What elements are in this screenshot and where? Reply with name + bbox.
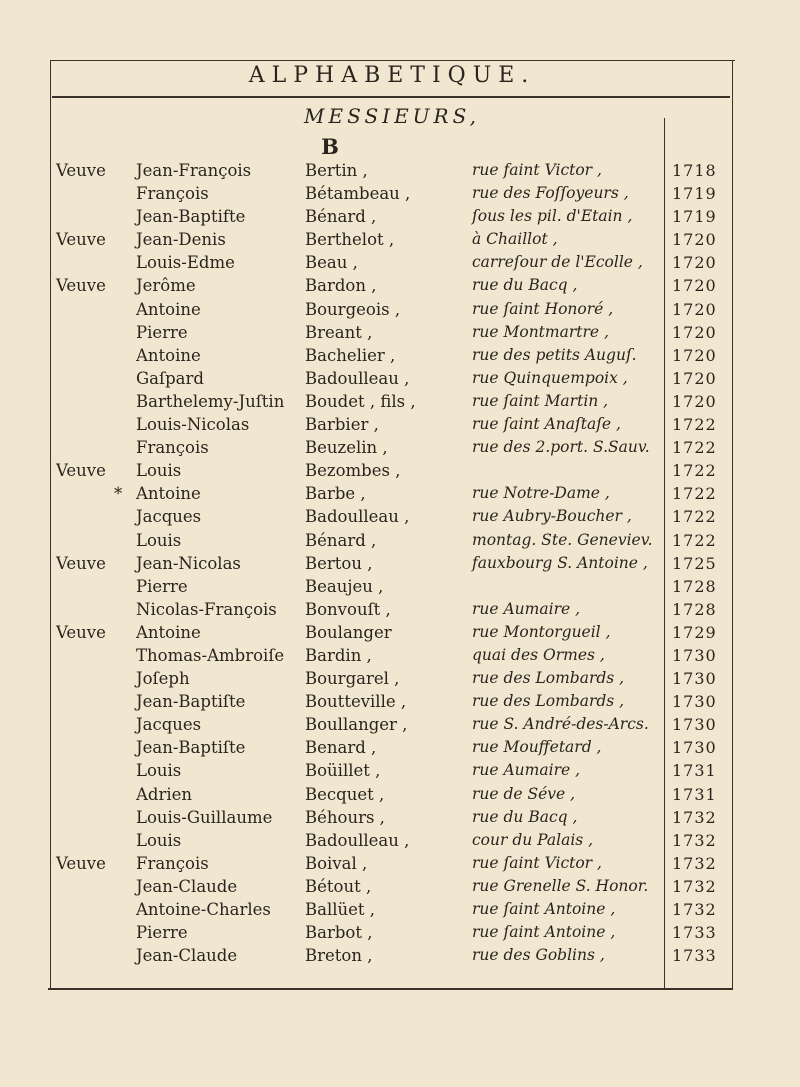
entries-list [0,159,800,967]
entry-title: Veuve [56,461,106,481]
entry-first-name: François [136,184,209,204]
entry-address: montag. Ste. Geneviev. [472,530,653,549]
entry-address: rue Grenelle S. Honor. [472,876,649,895]
entry-year: 1720 [672,276,717,296]
entry-surname: Boutteville , [305,692,407,712]
entry-first-name: Jean-Denis [136,230,226,250]
entry-address: rue des Goblins , [472,946,605,965]
entry-address: rue Mouffetard , [472,738,602,757]
entry-address: rue ſaint Antoine , [472,923,616,942]
list-item [0,759,800,782]
list-item [0,182,800,205]
entry-surname: Breton , [305,946,373,966]
entry-surname: Badoulleau , [305,830,410,850]
entry-surname: Bétout , [305,876,372,896]
entry-first-name: Louis [136,830,182,850]
entry-surname: Boulanger [305,622,392,642]
list-item [0,736,800,759]
entry-first-name: Louis-Guillaume [136,807,273,827]
entry-first-name: Louis [136,461,182,481]
entry-address: rue ſaint Anaſtaſe , [472,415,621,434]
entry-address: fauxbourg S. Antoine , [472,553,648,572]
entry-first-name: Jacques [136,507,202,527]
entry-first-name: Barthelemy-Juſtin [136,391,285,411]
entry-address: rue ſaint Honoré , [472,299,614,318]
entry-year: 1730 [672,738,717,758]
entry-address: quai des Ormes , [472,645,605,664]
entry-surname: Badoulleau , [305,368,410,388]
entry-surname: Boival , [305,853,368,873]
list-item [0,806,800,829]
list-item [0,298,800,321]
entry-surname: Bénard , [305,530,377,550]
entry-first-name: Louis [136,761,182,781]
list-item [0,251,800,274]
entry-address: rue Montmartre , [472,322,609,341]
list-item [0,321,800,344]
entry-year: 1722 [672,530,717,550]
entry-address: rue Aumaire , [472,599,581,618]
list-item [0,944,800,967]
entry-year: 1720 [672,345,717,365]
entry-title: Veuve [56,853,106,873]
entry-surname: Benard , [305,738,377,758]
entry-address: rue faint Victor , [472,161,602,179]
entry-first-name: Jean-François [136,161,252,180]
list-item [0,783,800,806]
entry-address: rue du Bacq , [472,807,578,826]
entry-year: 1730 [672,692,717,712]
entry-surname: Boullanger , [305,715,408,735]
entry-year: 1722 [672,484,717,504]
entry-title: Veuve [56,161,106,180]
list-item [0,529,800,552]
entry-first-name: Nicolas-François [136,599,277,619]
entry-year: 1732 [672,853,717,873]
entry-surname: Bardin , [305,645,372,665]
entry-first-name: Antoine [136,345,201,365]
entry-first-name: Antoine [136,484,201,504]
entry-surname: Beaujeu , [305,576,384,596]
list-item [0,367,800,390]
entry-surname: Bénard , [305,207,377,227]
entry-address: rue des 2.port. S.Sauv. [472,438,650,457]
entry-surname: Boüillet , [305,761,381,781]
entry-first-name: Antoine [136,299,201,319]
list-item [0,552,800,575]
list-item [0,690,800,713]
entry-address: rue des petits Auguſ. [472,345,637,364]
entry-year: 1731 [672,784,717,804]
entry-first-name: Pierre [136,322,188,342]
entry-year: 1730 [672,645,717,665]
entry-year: 1729 [672,622,717,642]
entry-mark: * [114,484,123,504]
entry-surname: Barbe , [305,484,366,504]
entry-first-name: Jean-Baptiſte [136,692,246,712]
bottom-rule [48,988,732,990]
entry-first-name: Antoine-Charles [136,900,271,919]
entry-first-name: Gaſpard [136,368,204,388]
entry-first-name: Jean-Claude [136,946,238,966]
list-item [0,205,800,228]
entry-first-name: François [136,853,209,873]
entry-year: 1733 [672,946,717,966]
entry-surname: Badoulleau , [305,507,410,527]
list-item [0,459,800,482]
list-item [0,159,800,182]
entry-year: 1720 [672,253,717,273]
entry-first-name: Jean-Nicolas [136,553,241,573]
list-item [0,713,800,736]
entry-first-name: Jean-Claude [136,876,238,896]
list-item [0,898,800,921]
entry-year: 1730 [672,715,717,735]
list-item [0,575,800,598]
entry-address: rue des Foſſoyeurs , [472,184,629,203]
entry-title: Veuve [56,553,106,573]
list-item [0,413,800,436]
entry-surname: Bezombes , [305,461,401,481]
entry-year: 1722 [672,507,717,527]
entry-address: rue Aubry-Boucher , [472,507,632,526]
entry-year: 1732 [672,876,717,896]
entry-year: 1728 [672,576,717,596]
entry-surname: Berthelot , [305,230,395,250]
entry-first-name: Pierre [136,576,188,596]
entry-address: rue ſaint Antoine , [472,900,616,918]
entry-first-name: Louis-Edme [136,253,235,273]
entry-year: 1720 [672,299,717,319]
entry-year: 1722 [672,461,717,481]
entry-surname: Bertou , [305,553,373,573]
list-item [0,344,800,367]
entry-year: 1725 [672,553,717,573]
entry-surname: Boudet , fils , [305,391,416,411]
entry-first-name: Pierre [136,923,188,943]
entry-address: rue de Séve , [472,784,576,803]
entry-year: 1732 [672,807,717,827]
entry-first-name: Adrien [136,784,193,804]
entry-year: 1719 [672,207,717,227]
entry-first-name: Jerôme [136,276,196,296]
entry-year: 1732 [672,830,717,850]
entry-address: rue ſaint Martin , [472,391,609,410]
entry-surname: Becquet , [305,784,385,804]
entry-first-name: François [136,438,209,458]
entry-surname: Bardon , [305,276,377,296]
list-item [0,598,800,621]
entry-address: cour du Palais , [472,830,594,849]
list-item [0,436,800,459]
entry-first-name: Thomas-Ambroiſe [136,645,285,665]
entry-year: 1730 [672,669,717,689]
entry-address: rue du Bacq , [472,276,578,295]
entry-year: 1720 [672,322,717,342]
entry-surname: Bachelier , [305,345,396,365]
entry-year: 1722 [672,438,717,458]
entry-first-name: Jean-Baptiſte [136,738,246,758]
entry-year: 1733 [672,923,717,943]
entry-address: rue S. André-des-Arcs. [472,715,649,734]
section-letter: B [321,134,339,159]
entry-title: Veuve [56,622,106,642]
entry-address: rue ſaint Victor , [472,853,602,872]
entry-surname: Beuzelin , [305,438,388,458]
entry-surname: Bonvouſt , [305,599,391,619]
list-item [0,921,800,944]
list-item [0,875,800,898]
entry-first-name: Joſeph [136,669,190,689]
page-subtitle: MESSIEURS, [304,104,480,128]
entry-surname: Bourgeois , [305,299,401,319]
list-item [0,644,800,667]
entry-surname: Bourgarel , [305,669,400,689]
entry-address: rue Aumaire , [472,761,581,780]
entry-surname: Ballüet , [305,900,376,919]
list-item [0,228,800,251]
entry-surname: Barbier , [305,415,379,435]
entry-first-name: Jacques [136,715,202,735]
entry-year: 1720 [672,391,717,411]
list-item [0,667,800,690]
entry-surname: Breant , [305,322,373,342]
list-item [0,505,800,528]
entry-surname: Béhours , [305,807,385,827]
entry-address: à Chaillot , [472,230,558,249]
entry-surname: Barbot , [305,923,373,943]
page-header: ALPHABETIQUE. [248,63,536,88]
entry-year: 1718 [672,161,717,180]
entry-address: rue des Lombards , [472,669,625,688]
entry-address: carreſour de l'Ecolle , [472,253,643,272]
list-item [0,274,800,297]
entry-first-name: Louis-Nicolas [136,415,250,435]
entry-address: rue Quinquempoix , [472,368,628,387]
entry-address: rue Montorgueil , [472,622,611,641]
entry-title: Veuve [56,276,106,296]
entry-year: 1728 [672,599,717,619]
list-item [0,390,800,413]
entry-title: Veuve [56,230,106,250]
entry-first-name: Jean-Baptifte [136,207,246,227]
entry-surname: Bétambeau , [305,184,411,204]
list-item [0,482,800,505]
entry-year: 1720 [672,368,717,388]
entry-address: rue des Lombards , [472,692,625,711]
entry-surname: Bertin , [305,161,368,180]
entry-address: rue Notre-Dame , [472,484,610,503]
entry-first-name: Louis [136,530,182,550]
entry-year: 1731 [672,761,717,781]
entry-address: ſous les pil. d'Etain , [472,207,633,226]
entry-year: 1719 [672,184,717,204]
list-item [0,829,800,852]
top-rule [50,60,735,61]
entry-surname: Beau , [305,253,358,273]
entry-year: 1732 [672,900,717,919]
header-rule [52,96,730,98]
entry-year: 1720 [672,230,717,250]
list-item [0,852,800,875]
entry-year: 1722 [672,415,717,435]
entry-first-name: Antoine [136,622,201,642]
list-item [0,621,800,644]
